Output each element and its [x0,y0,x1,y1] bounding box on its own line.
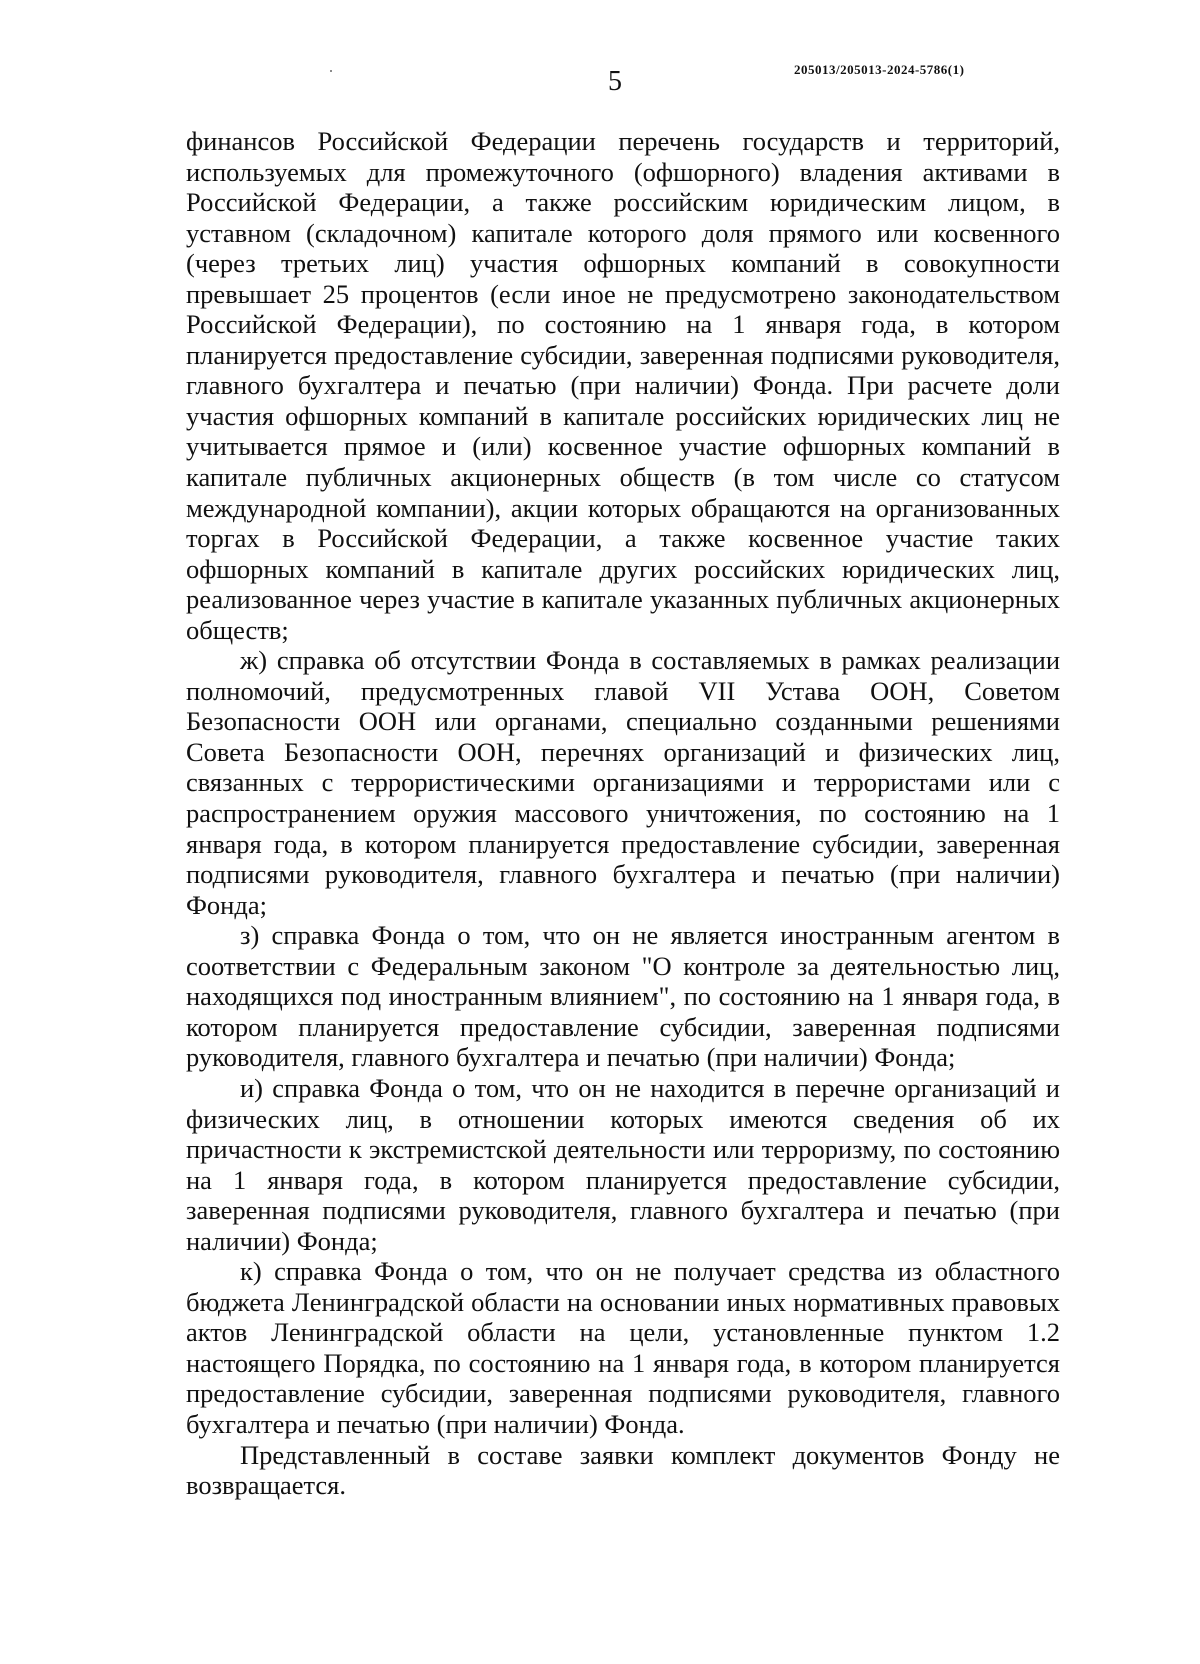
page-number: 5 [608,66,622,97]
document-body [186,126,1060,1501]
scan-speck [330,70,332,72]
document-code: 205013/205013-2024-5786(1) [794,62,965,77]
paragraph-item-z: з) справка Фонда о том, что он не является иностранным агентом в соответствии с Федеральным законом "О контроле за деятельностью лиц, находящихся под иностранным влиянием", по состоянию на 1 января года, в котором планируется предоставление субсидии, заверенная подписями руководителя, главного бухгалтера и печатью (при наличии) Фонда; [186,920,1060,1073]
paragraph-closing: Представленный в составе заявки комплект документов Фонду не возвращается. [186,1439,1060,1501]
paragraph-continuation: финансов Российской Федерации перечень государств и территорий, используемых для промежуточного (офшорного) владения активами в Российской Федерации, а также российским юридическим лицом, в уставном (складочном) капитале которого доля прямого или косвенного (через третьих лиц) участия офшорных компаний в совокупности превышает 25 процентов (если иное не предусмотрено законодательством Российской Федерации), по состоянию на 1 января года, в котором планируется предоставление субсидии, заверенная подписями руководителя, главного бухгалтера и печатью (при наличии) Фонда. При расчете доли участия офшорных компаний в капитале российских юридических лиц не учитывается прямое и (или) косвенное участие офшорных компаний в капитале публичных акционерных обществ (в том числе со статусом международной компании), акции которых обращаются на организованных торгах в Российской Федерации, а также косвенное участие таких офшорных компаний в капитале других российских юридических лиц, реализованное через участие в капитале указанных публичных акционерных обществ; [186,126,1060,645]
paragraph-item-i: и) справка Фонда о том, что он не находится в перечне организаций и физических лиц, в отношении которых имеются сведения об их причастности к экстремистской деятельности или терроризму, по состоянию на 1 января года, в котором планируется предоставление субсидии, заверенная подписями руководителя, главного бухгалтера и печатью (при наличии) Фонда; [186,1072,1060,1256]
paragraph-item-k: к) справка Фонда о том, что он не получает средства из областного бюджета Ленинградской области на основании иных нормативных правовых актов Ленинградской области на цели, установленные пунктом 1.2 настоящего Порядка, по состоянию на 1 января года, в котором планируется предоставление субсидии, заверенная подписями руководителя, главного бухгалтера и печатью (при наличии) Фонда. [186,1256,1060,1439]
paragraph-item-zh: ж) справка об отсутствии Фонда в составляемых в рамках реализации полномочий, предусмотренных главой VII Устава ООН, Советом Безопасности ООН или органами, специально созданными решениями Совета Безопасности ООН, перечнях организаций и физических лиц, связанных с террористическими организациями и террористами или с распространением оружия массового уничтожения, по состоянию на 1 января года, в котором планируется предоставление субсидии, заверенная подписями руководителя, главного бухгалтера и печатью (при наличии) Фонда; [186,645,1060,920]
